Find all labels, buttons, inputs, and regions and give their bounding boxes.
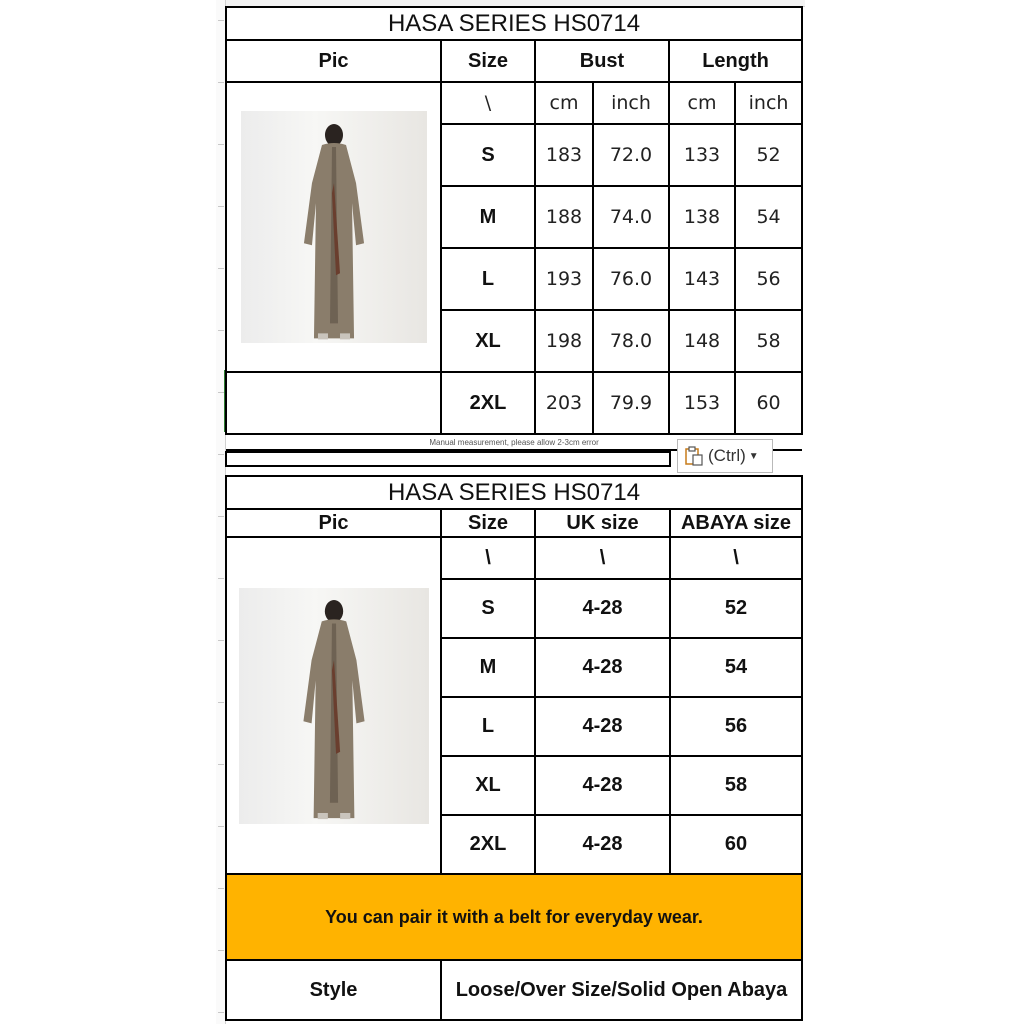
bust-cm-cell: 183 bbox=[535, 124, 593, 186]
row-number-tick bbox=[218, 144, 224, 145]
row-number-tick bbox=[218, 206, 224, 207]
size-cell: S bbox=[441, 124, 535, 186]
row-number-tick bbox=[218, 764, 224, 765]
uk-size-cell: 4-28 bbox=[535, 579, 670, 638]
length-inch-cell: 52 bbox=[735, 124, 802, 186]
size-cell: 2XL bbox=[441, 372, 535, 434]
bust-cm-cell: 198 bbox=[535, 310, 593, 372]
abaya-size-cell: 60 bbox=[670, 815, 802, 874]
uk-size-cell: 4-28 bbox=[535, 697, 670, 756]
length-cm-cell: 148 bbox=[669, 310, 735, 372]
length-cm-cell: 138 bbox=[669, 186, 735, 248]
header-abaya-size: ABAYA size bbox=[670, 509, 802, 537]
length-inch-cell: 60 bbox=[735, 372, 802, 434]
bust-inch-cell: 78.0 bbox=[593, 310, 669, 372]
header-pic: Pic bbox=[226, 40, 441, 82]
bust-inch-cell: 79.9 bbox=[593, 372, 669, 434]
row-number-tick bbox=[218, 20, 224, 21]
product-photo-cell[interactable] bbox=[226, 537, 441, 874]
unit-cell: \ bbox=[441, 537, 535, 579]
empty-cell[interactable] bbox=[226, 372, 441, 434]
row-number-tick bbox=[218, 702, 224, 703]
row-number-tick bbox=[218, 454, 224, 455]
length-inch-cell: 56 bbox=[735, 248, 802, 310]
product-photo bbox=[239, 588, 429, 824]
length-inch-cell: 54 bbox=[735, 186, 802, 248]
paste-options-label: (Ctrl) bbox=[708, 446, 746, 465]
unit-cell: \ bbox=[535, 537, 670, 579]
uk-size-cell: 4-28 bbox=[535, 638, 670, 697]
product-photo-cell[interactable] bbox=[226, 82, 441, 372]
abaya-size-cell: 58 bbox=[670, 756, 802, 815]
header-size: Size bbox=[441, 509, 535, 537]
style-label: Style bbox=[226, 960, 441, 1020]
length-cm-cell: 143 bbox=[669, 248, 735, 310]
unit-cell: inch bbox=[593, 82, 669, 124]
bust-inch-cell: 72.0 bbox=[593, 124, 669, 186]
chevron-down-icon: ▼ bbox=[748, 450, 759, 462]
row-number-tick bbox=[218, 268, 224, 269]
unit-cell: cm bbox=[535, 82, 593, 124]
size-cell: M bbox=[441, 638, 535, 697]
length-inch-cell: 58 bbox=[735, 310, 802, 372]
unit-cell: inch bbox=[735, 82, 802, 124]
abaya-model-image bbox=[293, 123, 375, 343]
product-photo bbox=[241, 111, 427, 343]
header-size: Size bbox=[441, 40, 535, 82]
row-number-tick bbox=[218, 330, 224, 331]
style-value: Loose/Over Size/Solid Open Abaya bbox=[441, 960, 802, 1020]
bust-cm-cell: 188 bbox=[535, 186, 593, 248]
size-cell: XL bbox=[441, 310, 535, 372]
row-number-tick bbox=[218, 1012, 224, 1013]
row-number-tick bbox=[218, 578, 224, 579]
row-number-tick bbox=[218, 950, 224, 951]
clipboard-icon bbox=[683, 445, 705, 467]
bust-inch-cell: 74.0 bbox=[593, 186, 669, 248]
table1-title: HASA SERIES HS0714 bbox=[226, 7, 802, 40]
abaya-model-image bbox=[292, 599, 376, 823]
abaya-size-cell: 52 bbox=[670, 579, 802, 638]
row-number-tick bbox=[218, 82, 224, 83]
header-bust: Bust bbox=[535, 40, 669, 82]
size-chart-table-2 bbox=[225, 475, 801, 1021]
uk-size-cell: 4-28 bbox=[535, 756, 670, 815]
size-cell: L bbox=[441, 248, 535, 310]
table2-title: HASA SERIES HS0714 bbox=[226, 476, 802, 509]
table-row bbox=[226, 372, 802, 434]
header-length: Length bbox=[669, 40, 802, 82]
styling-tip: You can pair it with a belt for everyday wear. bbox=[226, 874, 802, 960]
bust-cm-cell: 193 bbox=[535, 248, 593, 310]
unit-cell: cm bbox=[669, 82, 735, 124]
uk-size-cell: 4-28 bbox=[535, 815, 670, 874]
bust-cm-cell: 203 bbox=[535, 372, 593, 434]
bust-inch-cell: 76.0 bbox=[593, 248, 669, 310]
size-cell: L bbox=[441, 697, 535, 756]
unit-cell: \ bbox=[441, 82, 535, 124]
size-cell: XL bbox=[441, 756, 535, 815]
header-uk-size: UK size bbox=[535, 509, 670, 537]
blank-cell[interactable] bbox=[225, 451, 671, 467]
row-number-tick bbox=[218, 392, 224, 393]
size-cell: M bbox=[441, 186, 535, 248]
size-cell: S bbox=[441, 579, 535, 638]
size-cell: 2XL bbox=[441, 815, 535, 874]
length-cm-cell: 153 bbox=[669, 372, 735, 434]
unit-cell: \ bbox=[670, 537, 802, 579]
abaya-size-cell: 54 bbox=[670, 638, 802, 697]
size-chart-table-1 bbox=[225, 6, 801, 451]
row-number-tick bbox=[218, 826, 224, 827]
header-pic: Pic bbox=[226, 509, 441, 537]
row-number-tick bbox=[218, 516, 224, 517]
measurement-note: Manual measurement, please allow 2-3cm error bbox=[226, 434, 802, 450]
row-number-tick bbox=[218, 640, 224, 641]
abaya-size-cell: 56 bbox=[670, 697, 802, 756]
paste-options-button[interactable] bbox=[677, 439, 773, 473]
length-cm-cell: 133 bbox=[669, 124, 735, 186]
row-number-tick bbox=[218, 888, 224, 889]
